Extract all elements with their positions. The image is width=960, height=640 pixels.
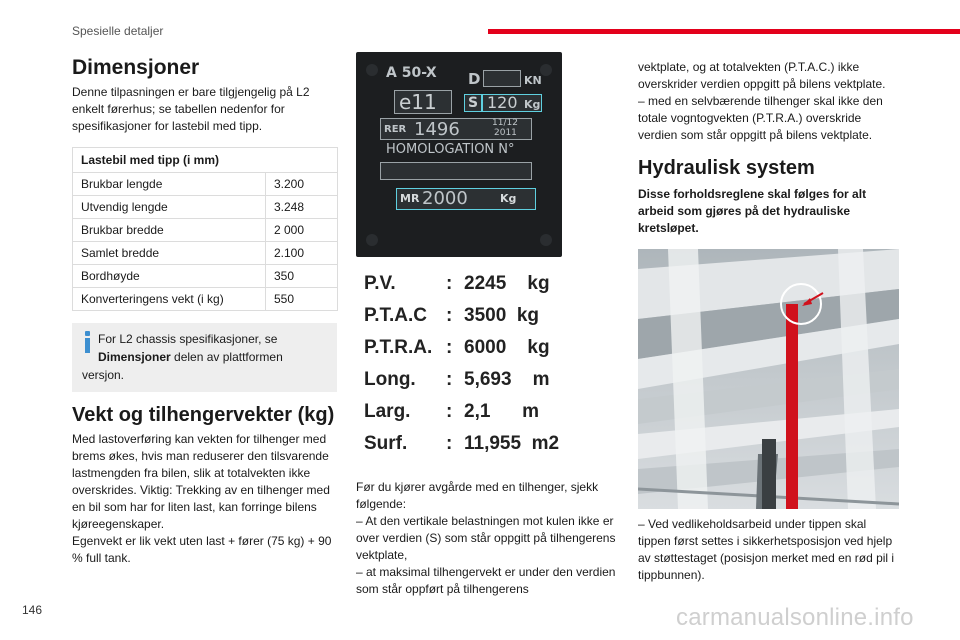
trailer-check-intro: Før du kjører avgårde med en tilhenger, sjekk følgende:: [356, 480, 599, 511]
spec-colon: :: [446, 433, 453, 454]
list-item: [364, 305, 620, 337]
table-row: [73, 219, 338, 242]
plate-e-field: e11: [394, 90, 452, 114]
trailer-check-item-1: – At den vertikale belastningen mot kulen ikke er over verdien (S) som står oppgitt på tilhengerens vektplate,: [356, 514, 616, 562]
list-item: [364, 433, 620, 465]
column-plate: [356, 52, 620, 598]
plate-date-month: 11/12: [492, 118, 518, 128]
hydraulics-warning: Disse forholdsreglene skal følges for alt arbeid som gjøres på det hydrauliske kretsløpet.: [638, 187, 867, 235]
row-label: Konverteringens vekt (i kg): [73, 288, 266, 311]
plate-s-unit: Kg: [524, 98, 541, 111]
tipper-underside-illustration: [638, 249, 899, 509]
weights-paragraph: Med lastoverføring kan vekten for tilhenger med brems økes, hvis man reduserer den tilsvarende lastmengden fra bilen, slik at totalvekten ikke overskrides. Viktig: Trekking av en tilhenger med en bil som har for liten last, kan forringe bilens kjøreegenskaper.: [72, 432, 330, 531]
info-text-suffix: delen av plattformen: [174, 350, 283, 364]
list-item: [364, 401, 620, 433]
spec-colon: :: [446, 305, 453, 326]
trailer-check-item-2: – at maksimal tilhengervekt er under den verdien som står oppført på tilhengerens: [356, 565, 616, 596]
row-value: 350: [266, 265, 338, 288]
table-header: Lastebil med tipp (i mm): [73, 148, 338, 173]
table-row: [73, 288, 338, 311]
plate-kn-label: KN: [524, 74, 542, 87]
spec-label: P.V.: [364, 273, 396, 294]
spec-label: P.T.A.C: [364, 305, 428, 326]
info-text-last: versjon.: [82, 368, 125, 382]
trailer-check-item-3: – med en selvbærende tilhenger skal ikke den totale vogntogvekten (P.T.R.A.) overskride verdien som står oppgitt på bilens vektplate.: [638, 94, 883, 142]
section-header: Spesielle detaljer: [72, 24, 164, 38]
spec-value: 6000 kg: [464, 337, 550, 358]
spec-value: 11,955 m2: [464, 433, 560, 454]
plate-rer-label: RER: [384, 124, 407, 135]
table-header-row: [73, 148, 338, 173]
plate-homologation: HOMOLOGATION N°: [386, 142, 515, 157]
spec-label: Long.: [364, 369, 416, 390]
plate-date-year: 2011: [494, 128, 517, 138]
hydraulics-maintenance-note: – Ved vedlikeholdsarbeid under tippen skal tippen først settes i sikkerhetsposisjon ved hjelp av støttestaget (posisjon merket med en rød pil i tippbunnen).: [638, 517, 895, 582]
weights-heading: Vekt og tilhengervekter (kg): [72, 404, 335, 426]
trailer-check-text: [356, 479, 620, 598]
table-row: [73, 242, 338, 265]
dimensions-heading: Dimensjoner: [72, 56, 200, 79]
row-label: Brukbar lengde: [73, 173, 266, 196]
row-value: 3.200: [266, 173, 338, 196]
plate-rer-value: 1496: [414, 119, 460, 140]
vehicle-weight-plate-image: [356, 52, 562, 257]
plate-mr-unit: Kg: [500, 192, 517, 205]
plate-model: A 50-X: [386, 65, 437, 81]
info-link-dimensions[interactable]: Dimensjoner: [98, 350, 171, 364]
list-item: [364, 273, 620, 305]
plate-blank-field: [380, 162, 532, 180]
list-item: [364, 337, 620, 369]
row-label: Brukbar bredde: [73, 219, 266, 242]
weight-specs-list: [356, 273, 620, 465]
trailer-check-item-2-continued: vektplate, og at totalvekten (P.T.A.C.) ikke overskrider verdien oppgitt på bilens vektplate.: [638, 60, 886, 91]
table-row: [73, 196, 338, 219]
row-label: Samlet bredde: [73, 242, 266, 265]
plate-d-label: D: [468, 70, 481, 88]
row-value: 2 000: [266, 219, 338, 242]
plate-mr-value: 2000: [422, 188, 468, 209]
table-row: [73, 265, 338, 288]
spec-colon: :: [446, 273, 453, 294]
spec-label: Surf.: [364, 433, 408, 454]
spec-label: P.T.R.A.: [364, 337, 433, 358]
spec-label: Larg.: [364, 401, 411, 422]
dimensions-table: [72, 147, 338, 311]
hydraulics-heading: Hydraulisk system: [638, 157, 815, 179]
plate-s-label: S: [464, 94, 482, 112]
row-value: 2.100: [266, 242, 338, 265]
column-dimensions: [72, 56, 337, 567]
page-number: 146: [22, 603, 43, 617]
watermark: carmanualsonline.info: [676, 604, 914, 631]
plate-d-field: [483, 70, 521, 87]
info-icon: [81, 331, 93, 353]
row-label: Utvendig lengde: [73, 196, 266, 219]
spec-value: 2,1 m: [464, 401, 539, 422]
dimensions-intro: Denne tilpasningen er bare tilgjengelig på L2 enkelt førerhus; se tabellen nedenfor for spesifikasjoner for lastebil med tipp.: [72, 85, 310, 133]
row-label: Bordhøyde: [73, 265, 266, 288]
header-accent-bar: [488, 29, 960, 34]
tipper-support-strut-photo: [638, 249, 899, 509]
spec-colon: :: [446, 369, 453, 390]
plate-s-value: 120: [482, 94, 542, 112]
row-value: 550: [266, 288, 338, 311]
info-box: [72, 323, 337, 392]
spec-colon: :: [446, 401, 453, 422]
spec-value: 3500 kg: [464, 305, 539, 326]
list-item: [364, 369, 620, 401]
table-row: [73, 173, 338, 196]
spec-value: 2245 kg: [464, 273, 550, 294]
weights-unladen-note: Egenvekt er lik vekt uten last + fører (75 kg) + 90 % full tank.: [72, 534, 332, 565]
row-value: 3.248: [266, 196, 338, 219]
column-hydraulics: [638, 59, 902, 584]
info-text-prefix: For L2 chassis spesifikasjoner, se: [98, 332, 278, 346]
spec-colon: :: [446, 337, 453, 358]
plate-mr-label: MR: [400, 192, 420, 205]
spec-value: 5,693 m: [464, 369, 550, 390]
